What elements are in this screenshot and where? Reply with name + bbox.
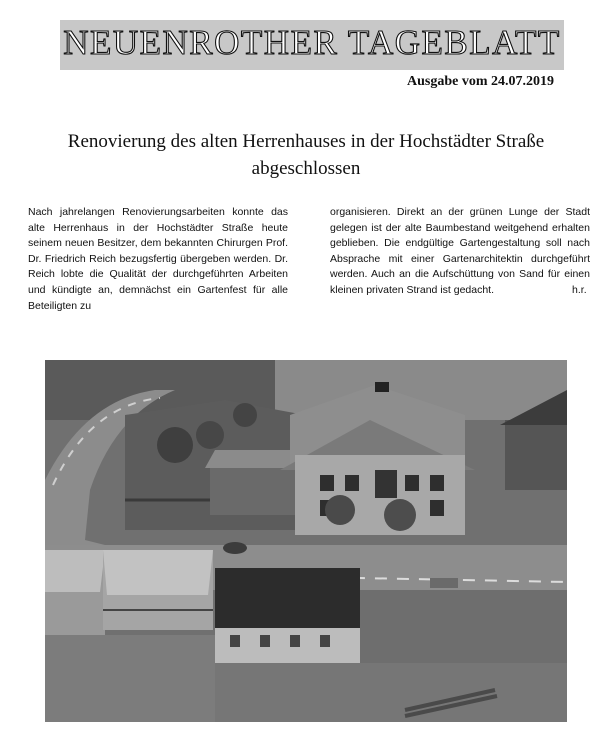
model-railway-town-scene [45,360,567,722]
author-initials: h.r. [572,283,587,296]
masthead [60,20,564,70]
newspaper-title: NEUENROTHER TAGEBLATT [63,23,561,62]
article-headline [30,128,582,182]
issue-date: Ausgabe vom 24.07.2019 [406,74,554,89]
article-column-right [330,205,590,317]
headline-line-2: abgeschlossen [251,158,361,179]
column-right-text: organisieren. Direkt an der grünen Lunge der Stadt gelegen ist der alte Baumbestand weitgehend erhalten geblieben. Die endgültige Gartengestaltung soll nach Absprache mit einer Gartenarchitektin durchgeführt werden. Auch an die Aufschüttung von Sand für einen kleinen privaten Strand ist gedacht. [330,206,590,296]
article-photo [45,360,567,722]
article-column-left: Nach jahrelangen Renovierungsarbeiten konnte das alte Herrenhaus in der Hochstädter Straße heute seinem neuen Besitzer, dem bekannten Chirurgen Prof. Dr. Friedrich Reich bezugsfertig übergeben werden. Dr. Reich lobte die Qualität der durchgeführten Arbeiten und kündigte an, demnächst ein Gartenfest für alle Beteiligten zu [28,206,288,312]
headline-line-1: Renovierung des alten Herrenhauses in der Hochstädter Straße [67,131,545,152]
